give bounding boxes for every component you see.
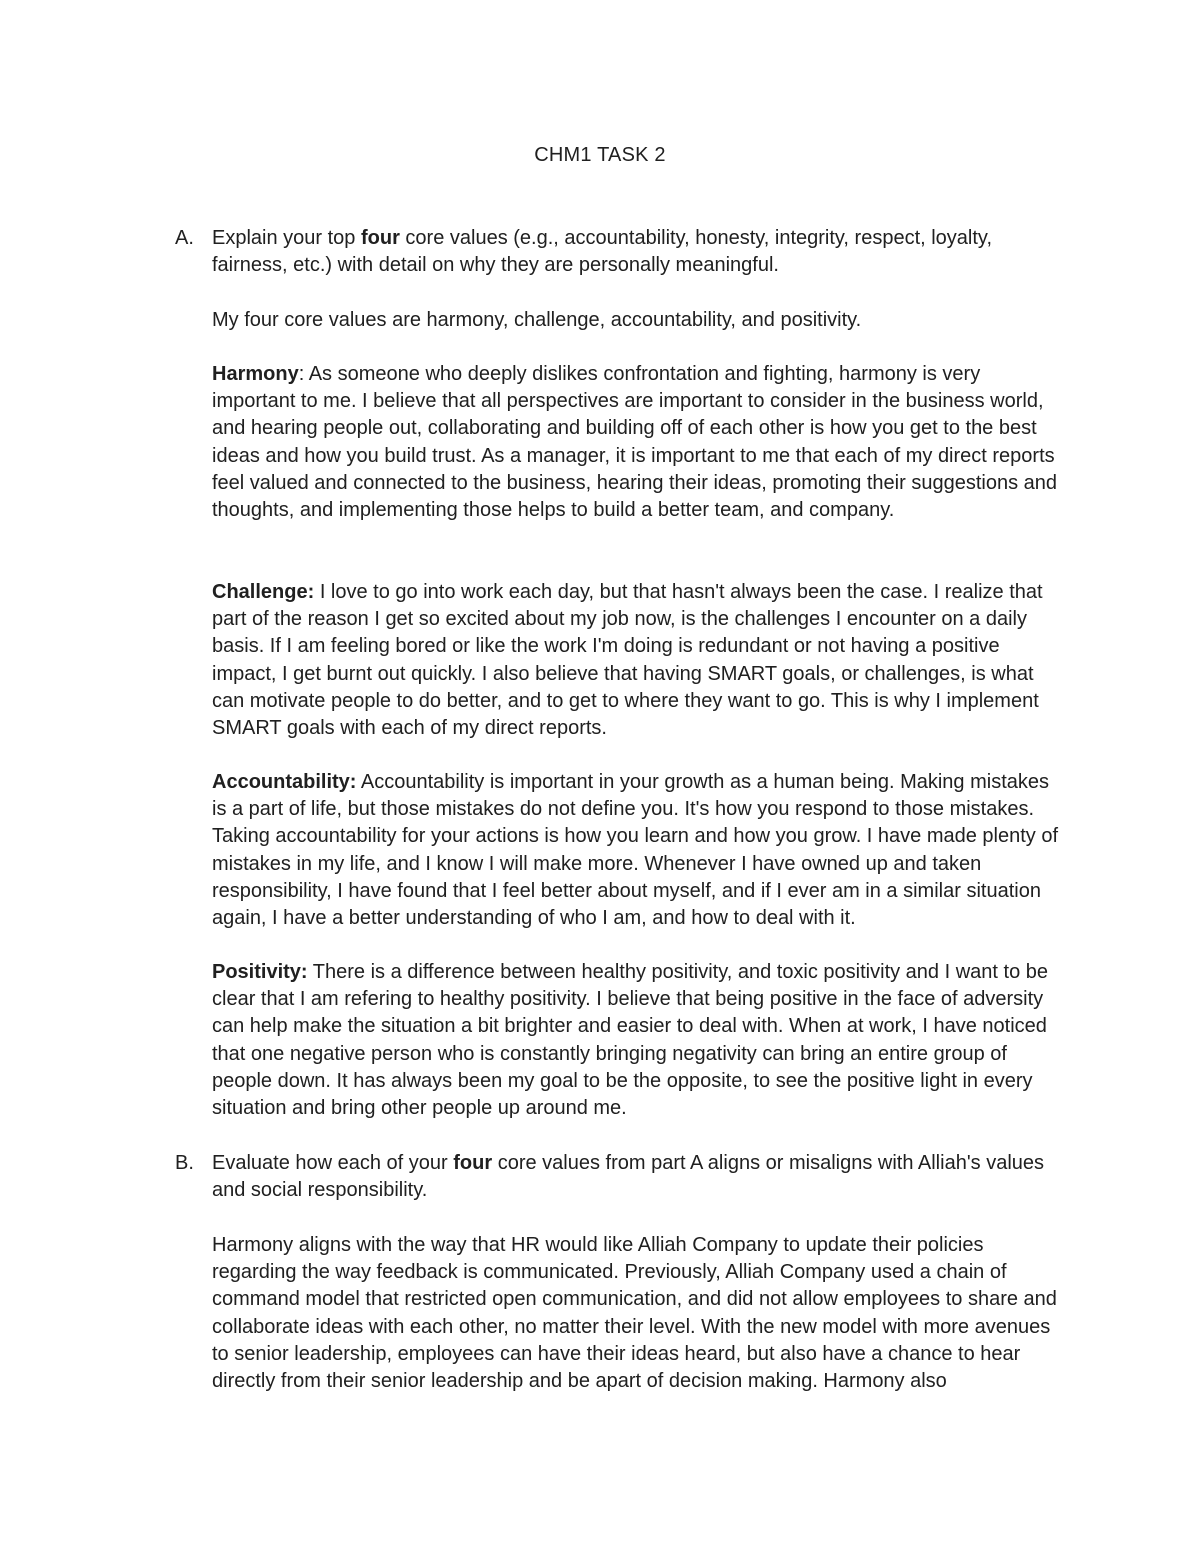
section-b-prompt: Evaluate how each of your four core values from part A aligns or misaligns with Alliah's values and social responsibility. <box>212 1152 1045 1202</box>
section-a-marker: A. <box>175 227 194 249</box>
section-a-intro: My four core values are harmony, challenge, accountability, and positivity. <box>212 309 862 331</box>
document-title: CHM1 TASK 2 <box>534 144 666 166</box>
value-harmony: Harmony: As someone who deeply dislikes confrontation and fighting, harmony is very important to me. I believe that all perspectives are important to consider in the business world, and hearing people out, collaborating and building off of each other is how you get to the best ideas and how you build trust. As a manager, it is important to me that each of my direct reports feel valued and connected to the business, hearing their ideas, promoting their suggestions and thoughts, and implementing those helps to build a better team, and company. <box>212 363 1057 522</box>
value-accountability: Accountability: Accountability is important in your growth as a human being. Making mistakes is a part of life, but those mistakes do not define you. It's how you respond to those mistakes. Taking accountability for your actions is how you learn and how you grow. I have made plenty of mistakes in my life, and I know I will make more. Whenever I have owned up and taken responsibility, I have found that I feel better about myself, and if I ever am in a similar situation again, I have a better understanding of who I am, and how to deal with it. <box>212 771 1059 930</box>
value-challenge: Challenge: I love to go into work each day, but that hasn't always been the case. I realize that part of the reason I get so excited about my job now, is the challenges I encounter on a daily basis. If I am feeling bored or like the work I'm doing is redundant or not having a positive impact, I get burnt out quickly. I also believe that having SMART goals, or challenges, is what can motivate people to do better, and to get to where they want to go. This is why I implement SMART goals with each of my direct reports. <box>212 581 1043 740</box>
section-a-prompt: Explain your top four core values (e.g., accountability, honesty, integrity, respect, loyalty, fairness, etc.) with detail on why they are personally meaningful. <box>212 227 993 277</box>
section-b-marker: B. <box>175 1152 194 1174</box>
value-positivity: Positivity: There is a difference between healthy positivity, and toxic positivity and I want to be clear that I am refering to healthy positivity. I believe that being positive in the face of adversity can help make the situation a bit brighter and easier to deal with. When at work, I have noticed that one negative person who is constantly bringing negativity can bring an entire group of people down. It has always been my goal to be the opposite, to see the positive light in every situation and bring other people up around me. <box>212 961 1049 1120</box>
section-b-body: Harmony aligns with the way that HR would like Alliah Company to update their policies regarding the way feedback is communicated. Previously, Alliah Company used a chain of command model that restricted open communication, and did not allow employees to share and collaborate ideas with each other, no matter their level. With the new model with more avenues to senior leadership, employees can have their ideas heard, but also have a chance to hear directly from their senior leadership and be apart of decision making. Harmony also <box>212 1234 1057 1393</box>
